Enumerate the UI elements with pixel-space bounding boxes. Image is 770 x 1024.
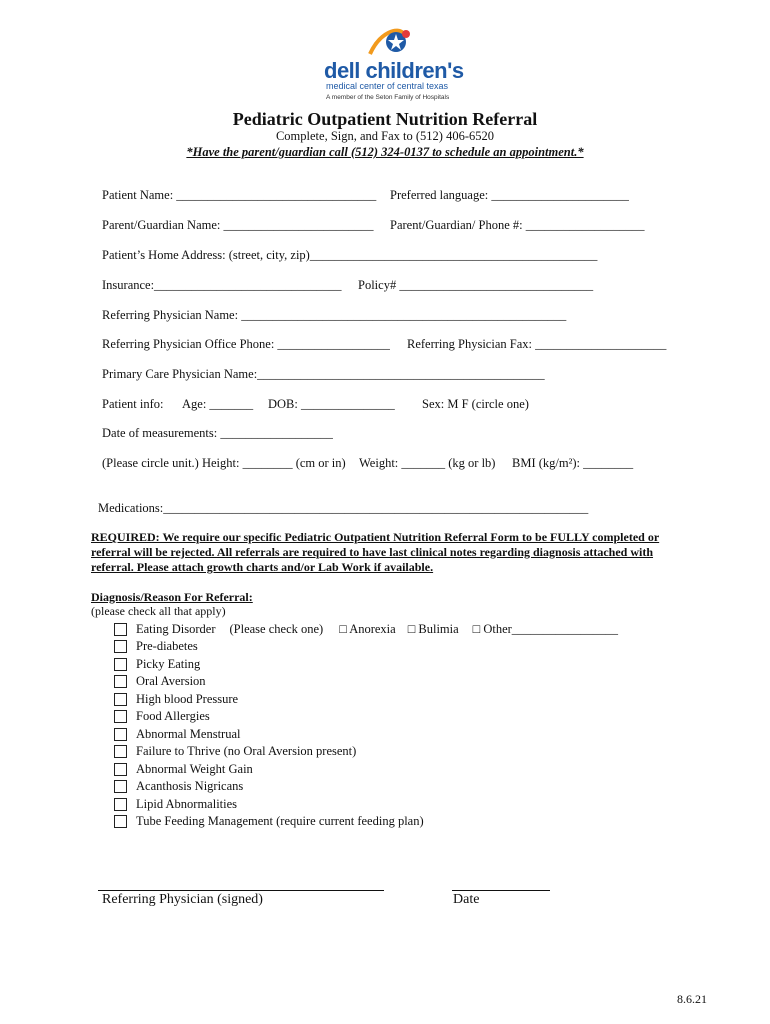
- diagnosis-item: [114, 778, 243, 795]
- patient-info-label: Patient info:: [102, 397, 164, 411]
- insurance-field[interactable]: Insurance:______________________________: [102, 278, 342, 292]
- anorexia-option[interactable]: □ Anorexia: [339, 622, 396, 636]
- version-number: 8.6.21: [677, 992, 707, 1006]
- age-field[interactable]: Age: _______: [182, 397, 254, 411]
- checkbox[interactable]: [114, 710, 127, 723]
- checkbox[interactable]: [114, 780, 127, 793]
- diagnosis-item: [114, 726, 241, 743]
- diagnosis-item: [114, 673, 206, 690]
- diagnosis-label: Lipid Abnormalities: [136, 797, 238, 811]
- diagnosis-label: Pre-diabetes: [136, 639, 198, 653]
- diagnosis-label: Abnormal Weight Gain: [136, 762, 253, 776]
- diagnosis-note: (please check all that apply): [91, 604, 226, 618]
- diagnosis-item: [114, 813, 424, 830]
- logo-wordmark: dell children's: [324, 58, 464, 83]
- checkbox[interactable]: [114, 728, 127, 741]
- measurement-date-field[interactable]: Date of measurements: __________________: [102, 426, 333, 440]
- page-title: Pediatric Outpatient Nutrition Referral: [232, 109, 538, 129]
- diagnosis-label: Tube Feeding Management (require current feeding plan): [136, 814, 424, 828]
- diagnosis-item: [114, 621, 618, 638]
- diagnosis-item: [114, 796, 237, 813]
- diagnosis-item: [114, 656, 200, 673]
- referring-office-phone-field[interactable]: Referring Physician Office Phone: __________________: [102, 337, 390, 351]
- diagnosis-label: Acanthosis Nigricans: [136, 779, 244, 793]
- checkbox[interactable]: [114, 640, 127, 653]
- check-one-note: (Please check one): [229, 622, 324, 636]
- logo-subtitle: medical center of central texas: [326, 81, 449, 91]
- physician-signature-line[interactable]: [98, 890, 384, 891]
- weight-field[interactable]: Weight: _______ (kg or lb): [359, 456, 496, 470]
- checkbox[interactable]: [114, 745, 127, 758]
- diagnosis-label: Abnormal Menstrual: [136, 727, 241, 741]
- bmi-field[interactable]: BMI (kg/m²): ________: [512, 456, 634, 470]
- appointment-note: *Have the parent/guardian call (512) 324-0137 to schedule an appointment.*: [186, 145, 584, 159]
- height-field[interactable]: (Please circle unit.) Height: ________ (cm or in): [102, 456, 346, 470]
- checkbox[interactable]: [114, 798, 127, 811]
- guardian-name-field[interactable]: Parent/Guardian Name: ________________________: [102, 218, 374, 232]
- referring-fax-field[interactable]: Referring Physician Fax: _____________________: [407, 337, 667, 351]
- diagnosis-item: [114, 708, 210, 725]
- checkbox[interactable]: [114, 763, 127, 776]
- guardian-phone-field[interactable]: Parent/Guardian/ Phone #: ___________________: [390, 218, 645, 232]
- policy-field[interactable]: Policy# _______________________________: [358, 278, 594, 292]
- diagnosis-label: Food Allergies: [136, 709, 210, 723]
- checkbox[interactable]: [114, 658, 127, 671]
- referring-physician-name-field[interactable]: Referring Physician Name: ____________________________________________________: [102, 308, 567, 322]
- patient-name-field[interactable]: Patient Name: ________________________________: [102, 188, 377, 202]
- home-address-field[interactable]: Patient’s Home Address: (street, city, zip)______________________________________________: [102, 248, 598, 262]
- diagnosis-item: [114, 743, 356, 760]
- logo-member-text: A member of the Seton Family of Hospitals: [326, 94, 450, 101]
- medications-field[interactable]: Medications:____________________________________________________________________: [98, 501, 589, 515]
- diagnosis-label: High blood Pressure: [136, 692, 239, 706]
- checkbox[interactable]: [114, 623, 127, 636]
- physician-signature-label: Referring Physician (signed): [102, 892, 263, 907]
- diagnosis-label: Failure to Thrive (no Oral Aversion present): [136, 744, 357, 758]
- hospital-logo: [300, 24, 470, 104]
- diagnosis-label: Eating Disorder: [136, 622, 216, 636]
- pcp-name-field[interactable]: Primary Care Physician Name:______________________________________________: [102, 367, 545, 381]
- bulimia-option[interactable]: □ Bulimia: [407, 622, 459, 636]
- fax-instructions: Complete, Sign, and Fax to (512) 406-6520: [275, 129, 495, 143]
- diagnosis-label: Picky Eating: [136, 657, 201, 671]
- date-label: Date: [453, 892, 480, 907]
- required-notice: REQUIRED: We require our specific Pediatric Outpatient Nutrition Referral Form to be FULLY completed or referral will be rejected. All referrals are required to have last clinical notes regarding diagnosis attached with referral. Please attach growth charts and/or Lab Work if available.: [91, 530, 660, 574]
- diagnosis-item: [114, 638, 198, 655]
- preferred-language-field[interactable]: Preferred language: ______________________: [390, 188, 629, 202]
- date-line[interactable]: [452, 890, 550, 891]
- diagnosis-item: [114, 761, 253, 778]
- diagnosis-heading: Diagnosis/Reason For Referral:: [91, 590, 253, 604]
- checkbox[interactable]: [114, 815, 127, 828]
- diagnosis-label: Oral Aversion: [136, 674, 206, 688]
- other-option[interactable]: □ Other_________________: [472, 622, 619, 636]
- dob-field[interactable]: DOB: _______________: [268, 397, 395, 411]
- diagnosis-item: [114, 691, 238, 708]
- checkbox[interactable]: [114, 693, 127, 706]
- sex-field[interactable]: Sex: M F (circle one): [422, 397, 529, 411]
- checkbox[interactable]: [114, 675, 127, 688]
